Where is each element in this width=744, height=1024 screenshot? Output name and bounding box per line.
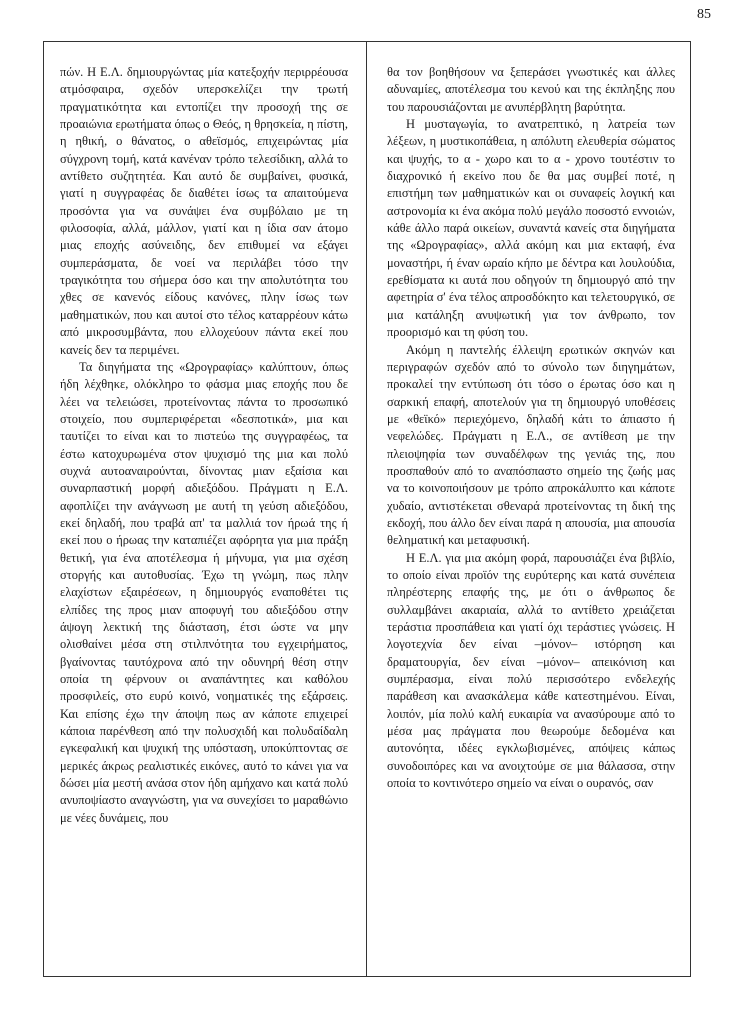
paragraph: Τα διηγήματα της «Ωρογραφίας» καλύπτουν, όπως ήδη λέχθηκε, ολόκληρο το φάσμα μιας εποχής που δε λέει να τελειώσει, προτείνοντας πάντα το προσωπικό στοιχείο, που συμπεριφέρεται «δεσποτικά», μια και ταυτίζει το είναι και το πιστεύω της συγγραφέως, τα έστω κατοχυρωμένα στον ψυχισμό της μια και πολύ συχνά αυτοαναιρούνται, δίνοντας μιαν εξαίσια και συναρπαστική μορφή αδιεξόδου. Πράγματι η Ε.Λ. αφοπλίζει την ανάγνωση με αυτή τη γεύση αδιεξόδου, εκεί δηλαδή, που τραβά απ' τα μαλλιά τον ήρωά της ή εκεί που ο ήρωας την καταπιέζει αφόρητα για μια πράξη θετική, για ένα αποτέλεσμα ή μήνυμα, για μια σχέση στοργής και αυτοθυσίας. Έχω τη γνώμη, πως πλην ελαχίστων εξαιρέσεων, η δημιουργός εναποθέτει τις ελπίδες της προς μιαν αποφυγή του αδιεξόδου στην άψογη λεκτική της διάσταση, έτσι ώστε να μην ολισθαίνει μέσα στη στιλπνότητα του εγχειρήματος, βγαίνοντας ταυτόχρονα από την οδυνηρή θέση στην οποία τη φέρνουν οι αναπάντητες και καθόλου προσφιλείς, στο ευρύ κοινό, νοηματικές της εξάρσεις. Και επίσης έχω την άποψη πως αν κάποτε επιχειρεί κάποια παρένθεση από την πολυσχιδή και πολυδαίδαλη εγκεφαλική και ψυχική της υπόσταση, υποκύπτοντας σε μερικές άκρως ρεαλιστικές εικόνες, αυτό το κάνει για να δώσει μία μεστή ανάσα στον ήδη αμήχανο και κατά πολύ ανυποψίαστο αναγνώστη, για να συνεχίσει το μαραθώνιο με νέες δυνάμεις, που (60, 359, 348, 825)
left-column (60, 64, 348, 827)
column-divider (366, 41, 367, 977)
right-column (387, 64, 675, 792)
paragraph: Η μυσταγωγία, το ανατρεπτικό, η λατρεία των λέξεων, η μυστικοπάθεια, η απόλυτη ελευθερία σώματος και ψυχής, το α - χωρο και το α - χρονο τουτέστιν το διαχρονικό ή εκείνο που δε θα μας συμβεί ποτέ, η επιστήμη των μαθηματικών και οι συναφείς λογική και αστρονομία κι ένα ακόμα πολύ μεγάλο ποσοστό εννοιών, κάθε άλλο παρά οικείων, συναντά κανείς στα διηγήματα της «Ωρογραφίας», αλλά ακόμη και μια εκταφή, ένα μοναστήρι, ή έναν ωραίο κήπο με δέντρα και λουλούδια, ερεθίσματα κι αυτά που οδηγούν τη δημιουργό από την αφετηρία σ' ένα τέλος απροσδόκητο και τελετουργικό, σε μια κατάληξη ανυψωτική για τον άνθρωπο, τον προορισμό και τη φύση του. (387, 117, 675, 340)
page-number: 85 (697, 7, 711, 22)
paragraph: θα τον βοηθήσουν να ξεπεράσει γνωστικές και άλλες αδυναμίες, αποτέλεσμα του κενού και της έκπληξης που του παρουσιάζονται με ανυπέρβλητη βαρύτητα. (387, 65, 675, 114)
paragraph: πών. Η Ε.Λ. δημιουργώντας μία κατεξοχήν περιρρέουσα ατμόσφαιρα, σχεδόν υπερσκελίζει την τρωτή πραγματικότητα και εντοπίζει την προσοχή της σε προαιώνια ερωτήματα όπως ο Θεός, η θρησκεία, η πίστη, η ηθική, ο θάνατος, ο αθεϊσμός, επιχειρώντας μία σύγχρονη τομή, κατά κανέναν τρόπο τελεσίδικη, αλλά το αντίθετο συζητητέα. Και αυτό δε συμβαίνει, φυσικά, γιατί η συγγραφέας δε διαθέτει ίσως τα απαιτούμενα προσόντα για να συνάψει ένα συμβόλαιο με τη φιλοσοφία, αλλά, μάλλον, γιατί και η ίδια σαν άτομο μιας εποχής ασύνειδης, δεν επιθυμεί να εξάγει συμπεράσματα, δε νοεί να περιλάβει τόσο την τραγικότητα του σήμερα όσο και την απολυτότητα του χθες σε κανενός είδους κανόνες, πλην ίσως των μαθηματικών, που και αυτοί στο τέλος καταρρέουν κάτω από μικροσυμβάντα, που ελλοχεύουν πάντα εκεί που κανείς δεν τα περιμένει. (60, 65, 348, 357)
paragraph: Η Ε.Λ. για μια ακόμη φορά, παρουσιάζει ένα βιβλίο, το οποίο είναι προϊόν της ευρύτερης και κατά συνέπεια πληρέστερης επαφής της, με ότι ο άνθρωπος δε συλλαμβάνει ακαριαία, αλλά το αντίθετο χρειάζεται τεράστια προσπάθεια και γιατί όχι τεράστιες γνώσεις. Η λογοτεχνία δεν είναι –μόνον– ιστόρηση και δραματουργία, δεν είναι –μόνον– απεικόνιση και συμπέρασμα, είναι πολύ περισσότερο ενδελεχής παράθεση και ανασκάλεμα κάθε κατεστημένου. Είναι, λοιπόν, μία πολύ καλή ευκαιρία να ανασύρουμε από το μέσα μας πράγματα που θεωρούμε δεδομένα και αυτονόητα, ιδέες εγκλωβισμένες, απόψεις κάπως συνοδοιπόρες και να ανοιχτούμε σε μια θάλασσα, στην οποία το κοντινότερο σημείο να είναι ο ουρανός, σαν (387, 550, 675, 791)
paragraph: Ακόμη η παντελής έλλειψη ερωτικών σκηνών και περιγραφών σχεδόν από το σύνολο των διηγημάτων, προκαλεί την εντύπωση ότι τόσο ο έρωτας όσο και η σαρκική επαφή, αποτελούν για τη δημιουργό υποθέσεις με «θεϊκό» περιεχόμενο, δηλαδή κάτι το άπιαστο ή νεφελώδες. Πράγματι η Ε.Λ., σε αντίθεση με την πλειοψηφία των συναδέλφων της γενιάς της, που προσπαθούν από το αναπόσπαστο σημείο της ζωής μας να το κοινοποιήσουν με τρόπο απροκάλυπτο και κάποτε χυδαίο, αντιστέκεται σθεναρά προτείνοντας τη δική της εκδοχή, που άλλο δεν είναι παρά η απουσία, μια απουσία θεληματική και μεταφυσική. (387, 342, 675, 548)
